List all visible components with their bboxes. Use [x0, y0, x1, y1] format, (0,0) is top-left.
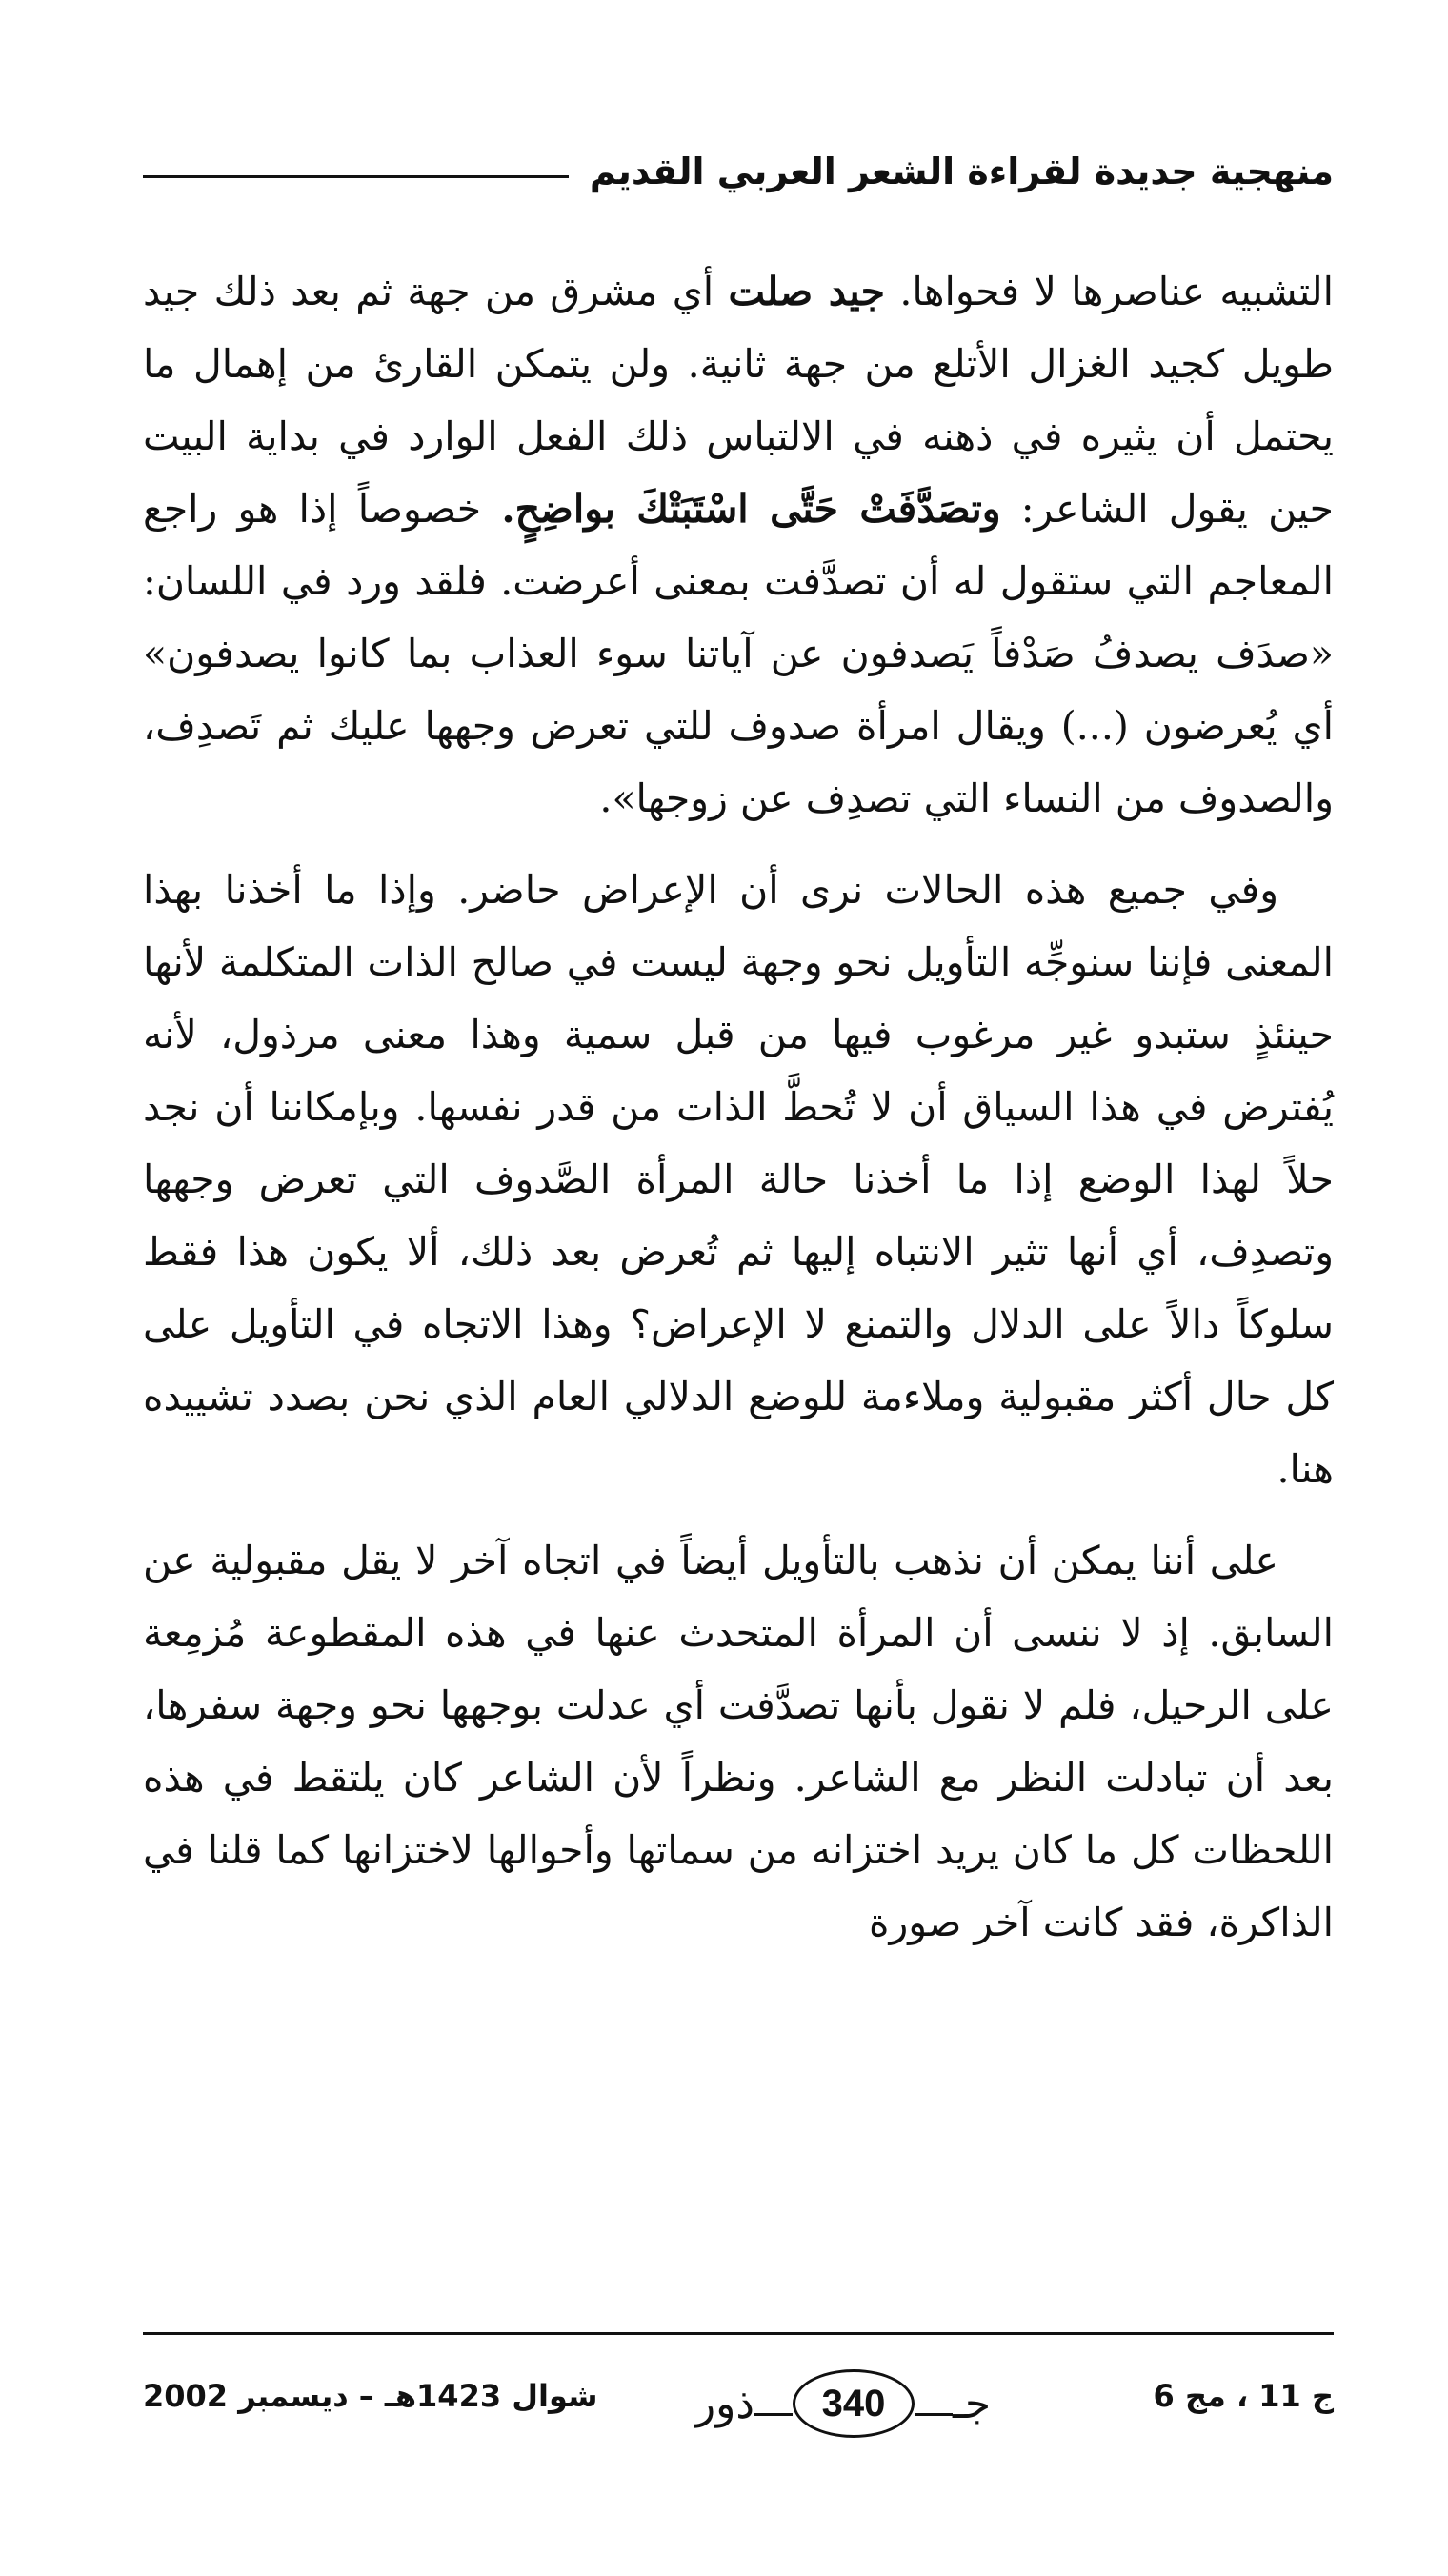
paragraph-3: على أننا يمكن أن نذهب بالتأويل أيضاً في اتجاه آخر لا يقل مقبولية عن السابق. إذ لا ننسى أن المرأة المتحدث عنها في هذه المقطوعة مُزمِعة على الرحيل، فلم لا نقول بأنها تصدَّفت أي عدلت بوجهها نحو وجهة سفرها، بعد أن تبادلت النظر مع الشاعر. ونظراً لأن الشاعر كان يلتقط في هذه اللحظات كل ما كان يريد اختزانه من سماتها وأحوالها لاختزانها كما قلنا في الذاكرة، فقد كانت آخر صورة	[143, 1538, 1334, 1945]
poem-quote: وتصَدَّفَتْ حَتَّى اسْتَبَتْكَ بواضِحٍ.	[501, 486, 1001, 532]
footer-rule	[143, 2332, 1334, 2335]
paragraph-1	[143, 255, 1334, 835]
journal-brand	[662, 2361, 1024, 2446]
article-body	[143, 255, 1334, 1978]
header-rule	[143, 175, 569, 178]
brand-left-part: ذور	[694, 2379, 754, 2428]
paragraph-1-lead: التشبيه عناصرها لا فحواها.	[885, 269, 1334, 314]
page-footer	[143, 2357, 1334, 2462]
issue-date: شوال 1423هـ – ديسمبر 2002	[143, 2378, 598, 2414]
paragraph-1-text: أي مشرق من جهة ثم بعد ذلك جيد طويل كجيد الغزال الأتلع من جهة ثانية. ولن يتمكن القارئ من إهمال ما يحتمل أن يثيره في ذهنه في الالتباس ذلك الفعل الوارد في بداية البيت حين يقول الشاعر:	[143, 269, 1335, 532]
brand-right-part: جـ	[953, 2379, 992, 2428]
paragraph-2: وفي جميع هذه الحالات نرى أن الإعراض حاضر. وإذا ما أخذنا بهذا المعنى فإننا سنوجِّه التأويل نحو وجهة ليست في صالح الذات المتكلمة لأنها حينئذٍ ستبدو غير مرغوب فيها من قبل سمية وهذا معنى مرذول، لأنه يُفترض في هذا السياق أن لا تُحطَّ الذات من قدر نفسها. وبإمكاننا أن نجد حلاً لهذا الوضع إذا ما أخذنا حالة المرأة الصَّدوف التي تعرض وجهها وتصدِف، أي أنها تثير الانتباه إليها ثم تُعرض بعد ذلك، ألا يكون هذا فقط سلوكاً دالاً على الدلال والتمنع لا الإعراض؟ وهذا الاتجاه في التأويل على كل حال أكثر مقبولية وملاءمة للوضع الدلالي العام الذي نحن بصدد تشييده هنا.	[143, 867, 1334, 1492]
paragraph-1-bold-term: جيد صلت	[728, 269, 886, 314]
brand-connector-left	[754, 2413, 793, 2416]
brand-connector-right	[915, 2413, 953, 2416]
paragraph-1-tail: خصوصاً إذا هو راجع المعاجم التي ستقول له أن تصدَّفت بمعنى أعرضت. فلقد ورد في اللسان: «صدَف يصدفُ صَدْفاً يَصدفون عن آياتنا سوء العذاب بما كانوا يصدفون» أي يُعرضون (...) ويقال امرأة صدوف للتي تعرض وجهها عليك ثم تَصدِف، والصدوف من النساء التي تصدِف عن زوجها».	[143, 486, 1334, 821]
page-number: 340	[793, 2369, 915, 2438]
issue-volume: ج 11 ، مج 6	[1153, 2378, 1334, 2414]
header-title: منهجية جديدة لقراءة الشعر العربي القديم	[589, 151, 1334, 192]
running-header	[143, 133, 1334, 210]
